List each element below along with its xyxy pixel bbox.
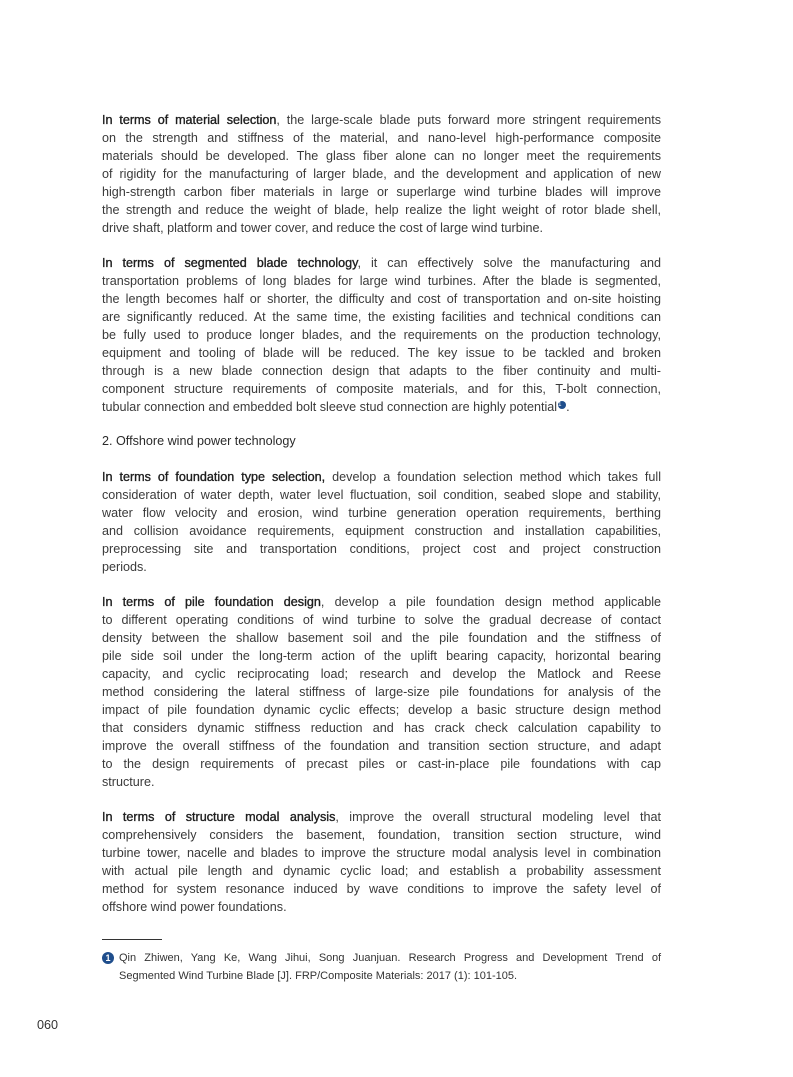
line-text: , develop a pile foundation design method applicable: [320, 595, 661, 609]
line-text: equipment and tooling of blade will be reduced. The key issue to be tackled and broken: [102, 346, 661, 360]
line-text: turbine tower, nacelle and blades to improve the structure modal analysis level in combination: [102, 846, 661, 860]
line-text: of rigidity for the manufacturing of larger blade, and the development and application of new: [102, 167, 661, 181]
line-text: the strength and reduce the weight of blade, help realize the light weight of rotor blade shell,: [102, 203, 661, 217]
text-line: [102, 219, 661, 237]
line-text: , it can effectively solve the manufacturing and: [357, 256, 661, 270]
line-text: pile side soil under the long-term action of the uplift bearing capacity, horizontal bearing: [102, 649, 661, 663]
line-text: with actual pile length and dynamic cyclic load; and establish a probability assessment: [102, 864, 661, 878]
text-line: [102, 504, 661, 522]
footnote-divider: [102, 939, 162, 940]
text-line: [102, 183, 661, 201]
line-text: develop a foundation selection method which takes full: [325, 470, 661, 484]
line-text: that considers dynamic stiffness reduction and has crack check calculation capability to: [102, 721, 661, 735]
line-text: to the design requirements of precast piles or cast-in-place pile foundations with cap: [102, 757, 661, 771]
text-line: [102, 629, 661, 647]
line-text: capacity, and cyclic reciprocating load; research and develop the Matlock and Reese: [102, 667, 661, 681]
text-line: [102, 290, 661, 308]
line-text: drive shaft, platform and tower cover, and reduce the cost of large wind turbine.: [102, 221, 544, 235]
line-text: through is a new blade connection design that adapts to the fiber continuity and multi-: [102, 364, 661, 378]
text-line: [102, 111, 661, 129]
line-tail: .: [566, 400, 570, 414]
line-text: to different operating conditions of wind turbine to solve the gradual decrease of contact: [102, 613, 661, 627]
line-text: consideration of water depth, water level fluctuation, soil condition, seabed slope and stability,: [102, 488, 661, 502]
line-text: transportation problems of long blades for large wind turbines. After the blade is segmented,: [102, 274, 661, 288]
line-text: the length becomes half or shorter, the difficulty and cost of transportation and on-site hoisting: [102, 292, 661, 306]
text-line: [102, 165, 661, 183]
line-text: are significantly reduced. At the same time, the existing facilities and technical conditions can: [102, 310, 661, 324]
line-text: method for system resonance induced by wave conditions to improve the safety level of: [102, 882, 661, 896]
text-line: [102, 129, 661, 147]
footnote: [102, 949, 661, 985]
text-line: [102, 362, 661, 380]
line-text: , improve the overall structural modeling level that: [335, 810, 661, 824]
text-line: [102, 844, 661, 862]
footnote-line: Segmented Wind Turbine Blade [J]. FRP/Composite Materials: 2017 (1): 101-105.: [119, 970, 518, 982]
line-text: high-strength carbon fiber materials in large or superlarge wind turbine blades will improve: [102, 185, 661, 199]
footnote-line: Qin Zhiwen, Yang Ke, Wang Jihui, Song Juanjuan. Research Progress and Development Trend of: [119, 952, 661, 964]
line-text: comprehensively considers the basement, foundation, transition section structure, wind: [102, 828, 661, 842]
text-line: [102, 308, 661, 326]
line-text: , the large-scale blade puts forward more stringent requirements: [276, 113, 661, 127]
line-text: density between the shallow basement soil and the pile foundation and the stiffness of: [102, 631, 661, 645]
text-line: [102, 147, 661, 165]
paragraph-lead: In terms of segmented blade technology: [102, 256, 358, 270]
text-line: [102, 593, 661, 611]
text-line: [102, 344, 661, 362]
text-line: [102, 398, 661, 416]
text-line: [102, 826, 661, 844]
line-text: water flow velocity and erosion, wind turbine generation operation requirements, berthing: [102, 506, 661, 520]
paragraph-lead: In terms of foundation type selection,: [102, 470, 326, 484]
line-text: method considering the lateral stiffness of large-size pile foundations for analysis of the: [102, 685, 661, 699]
text-line: [102, 665, 661, 683]
line-text: periods.: [102, 560, 147, 574]
line-text: preprocessing site and transportation conditions, project cost and project construction: [102, 542, 661, 556]
text-line: [102, 201, 661, 219]
text-line: [102, 647, 661, 665]
line-text: on the strength and stiffness of the material, and nano-level high-performance composite: [102, 131, 661, 145]
paragraph-lead: In terms of structure modal analysis: [102, 810, 336, 824]
line-text: component structure requirements of composite materials, and for this, T-bolt connection,: [102, 382, 661, 396]
footnote-number-icon: 1: [102, 952, 114, 964]
text-line: [102, 701, 661, 719]
text-line: [102, 755, 661, 773]
line-text: impact of pile foundation dynamic cyclic effects; develop a basic structure design method: [102, 703, 661, 717]
text-line: [102, 737, 661, 755]
text-line: [102, 880, 661, 898]
line-text: be fully used to produce longer blades, and the requirements on the production technology,: [102, 328, 661, 342]
line-text: improve the overall stiffness of the foundation and transition section structure, and adapt: [102, 739, 661, 753]
text-line: [102, 683, 661, 701]
text-line: [102, 558, 661, 576]
page-number: 060: [37, 1018, 59, 1032]
paragraph-foundation-type: [102, 468, 661, 576]
text-line: [102, 808, 661, 826]
line-text: tubular connection and embedded bolt sleeve stud connection are highly potential: [102, 400, 558, 414]
text-line: [102, 898, 661, 916]
text-line: [102, 862, 661, 880]
text-line: [102, 611, 661, 629]
line-text: offshore wind power foundations.: [102, 900, 287, 914]
text-line: [102, 254, 661, 272]
text-line: [102, 540, 661, 558]
paragraph-lead: In terms of material selection: [102, 113, 277, 127]
section-heading: 2. Offshore wind power technology: [102, 434, 296, 448]
paragraph-material-selection: [102, 111, 661, 237]
paragraph-segmented-blade: [102, 254, 661, 416]
line-text: materials should be developed. The glass fiber alone can no longer meet the requirements: [102, 149, 661, 163]
paragraph-pile-foundation: [102, 593, 661, 791]
footnote-reference-icon[interactable]: 1: [558, 401, 566, 409]
text-line: [102, 326, 661, 344]
text-line: [102, 522, 661, 540]
line-text: structure.: [102, 775, 155, 789]
text-line: [102, 719, 661, 737]
line-text: and collision avoidance requirements, equipment construction and installation capabilities,: [102, 524, 661, 538]
text-line: [102, 773, 661, 791]
paragraph-modal-analysis: [102, 808, 661, 916]
text-line: [102, 486, 661, 504]
paragraph-lead: In terms of pile foundation design: [102, 595, 321, 609]
text-line: [102, 468, 661, 486]
text-line: [102, 272, 661, 290]
text-line: [102, 380, 661, 398]
